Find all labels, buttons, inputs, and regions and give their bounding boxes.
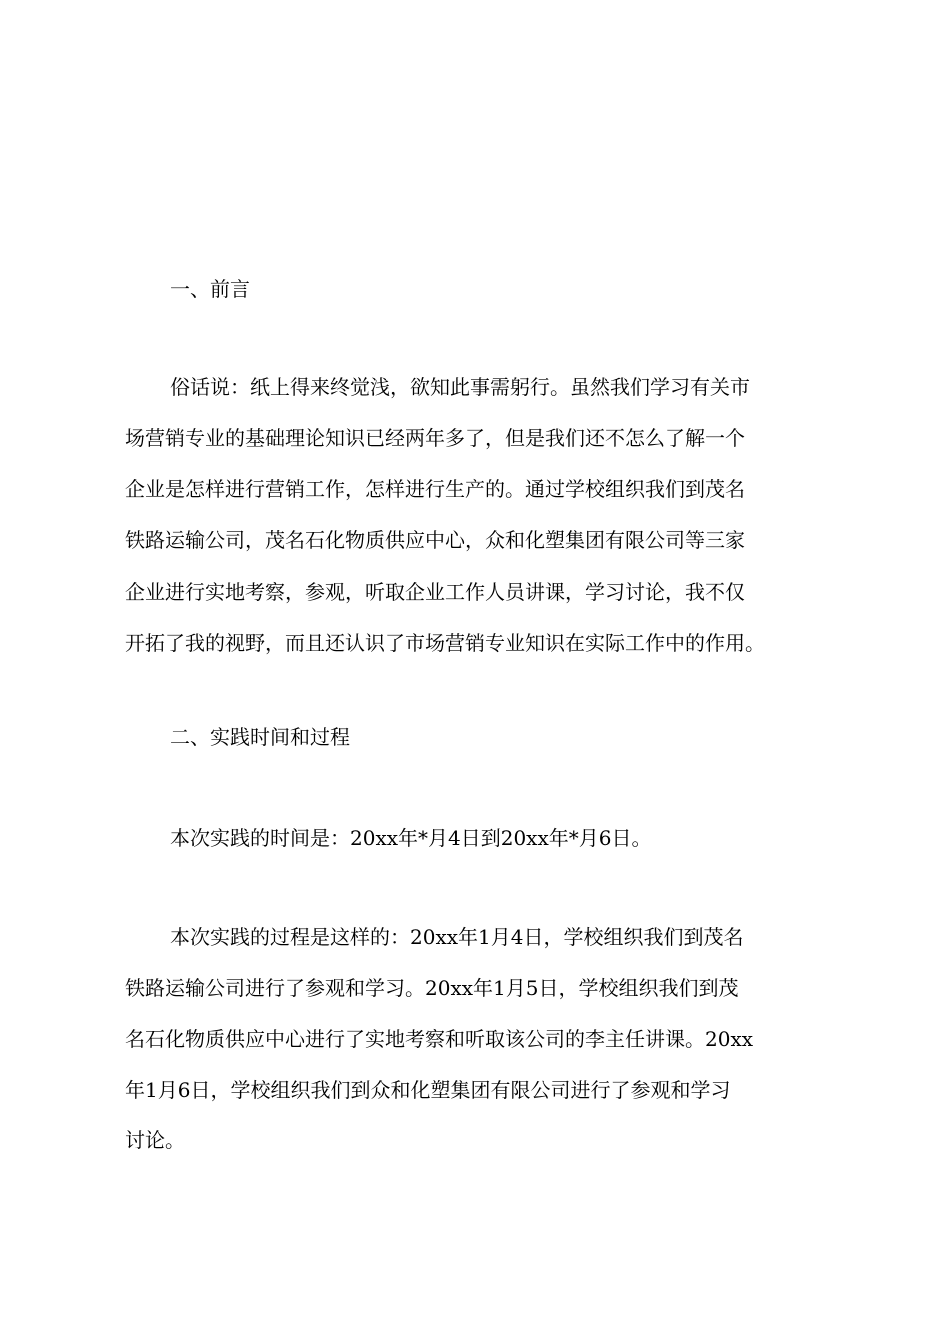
- paragraph-line: 年1月6日，学校组织我们到众和化塑集团有限公司进行了参观和学习: [125, 1078, 731, 1102]
- paragraph-line: 开拓了我的视野，而且还认识了市场营销专业知识在实际工作中的作用。: [125, 631, 765, 655]
- practice-time-line: 本次实践的时间是：20xx年*月4日到20xx年*月6日。: [170, 826, 652, 850]
- paragraph-line: 讨论。: [125, 1128, 185, 1152]
- paragraph-line: 俗话说：纸上得来终觉浅，欲知此事需躬行。虽然我们学习有关市: [170, 375, 750, 399]
- paragraph-line: 企业是怎样进行营销工作，怎样进行生产的。通过学校组织我们到茂名: [125, 477, 745, 501]
- paragraph-line: 本次实践的过程是这样的：20xx年1月4日，学校组织我们到茂名: [170, 925, 744, 949]
- section-heading-preface: 一、前言: [170, 277, 250, 301]
- paragraph-line: 场营销专业的基础理论知识已经两年多了，但是我们还不怎么了解一个: [125, 426, 745, 450]
- paragraph-line: 企业进行实地考察，参观，听取企业工作人员讲课，学习讨论，我不仅: [125, 580, 745, 604]
- paragraph-line: 铁路运输公司，茂名石化物质供应中心，众和化塑集团有限公司等三家: [125, 528, 745, 552]
- section-heading-practice: 二、实践时间和过程: [170, 725, 350, 749]
- paragraph-line: 铁路运输公司进行了参观和学习。20xx年1月5日，学校组织我们到茂: [125, 976, 739, 1000]
- paragraph-line: 名石化物质供应中心进行了实地考察和听取该公司的李主任讲课。20xx: [125, 1027, 754, 1051]
